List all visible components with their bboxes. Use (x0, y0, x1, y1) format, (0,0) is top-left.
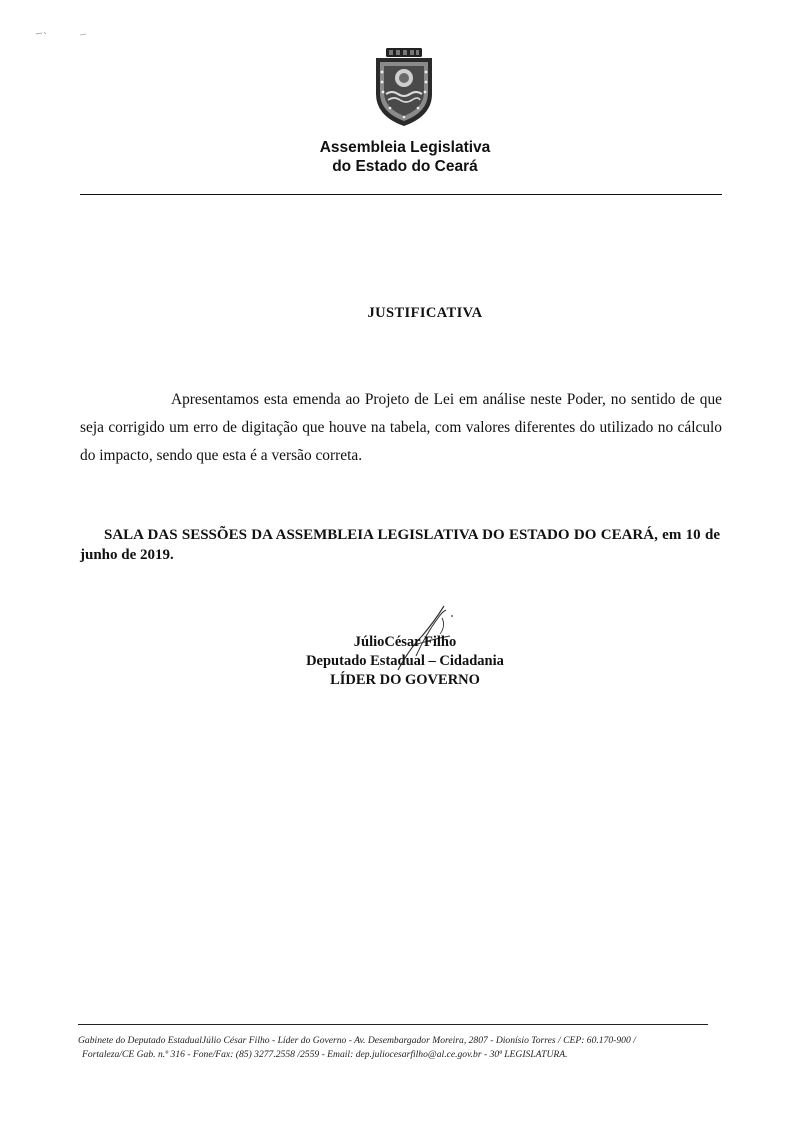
institution-name (280, 138, 530, 176)
signatory-name: JúlioCésar Filho (353, 634, 457, 650)
state-coat-of-arms-icon (370, 46, 438, 128)
justification-paragraph: Apresentamos esta emenda ao Projeto de Lei em análise neste Poder, no sentido de que seja corrigido um erro de digitação que houve na tabela, com valores diferentes do utilizado no cálculo do impacto, sendo que esta é a versão correta. (80, 391, 722, 464)
session-closing: SALA DAS SESSÕES DA ASSEMBLEIA LEGISLATIVA DO ESTADO DO CEARÁ, em 10 de junho de 2019. (80, 527, 720, 563)
footer-contact-line: Fortaleza/CE Gab. n.º 316 - Fone/Fax: (85) 3277.2558 /2559 - Email: dep.juliocesarfilho@al.ce.gov.br - 30ª LEGISLATURA. (82, 1049, 568, 1060)
office-footer (78, 1034, 718, 1062)
header-divider (80, 194, 722, 195)
signature-block (260, 633, 550, 690)
scan-speck-icon (34, 28, 94, 40)
footer-address-line: Gabinete do Deputado EstadualJúlio César Filho - Líder do Governo - Av. Desembargador Moreira, 2807 - Dionísio Torres / CEP: 60.170-900 / (78, 1035, 636, 1046)
footer-divider (78, 1024, 708, 1025)
institution-line-1: Assembleia Legislativa (319, 139, 491, 156)
signatory-role: Deputado Estadual – Cidadania (306, 653, 504, 669)
institution-line-2: do Estado do Ceará (332, 158, 478, 175)
signatory-title: LÍDER DO GOVERNO (330, 672, 480, 688)
document-title: JUSTIFICATIVA (367, 305, 483, 321)
